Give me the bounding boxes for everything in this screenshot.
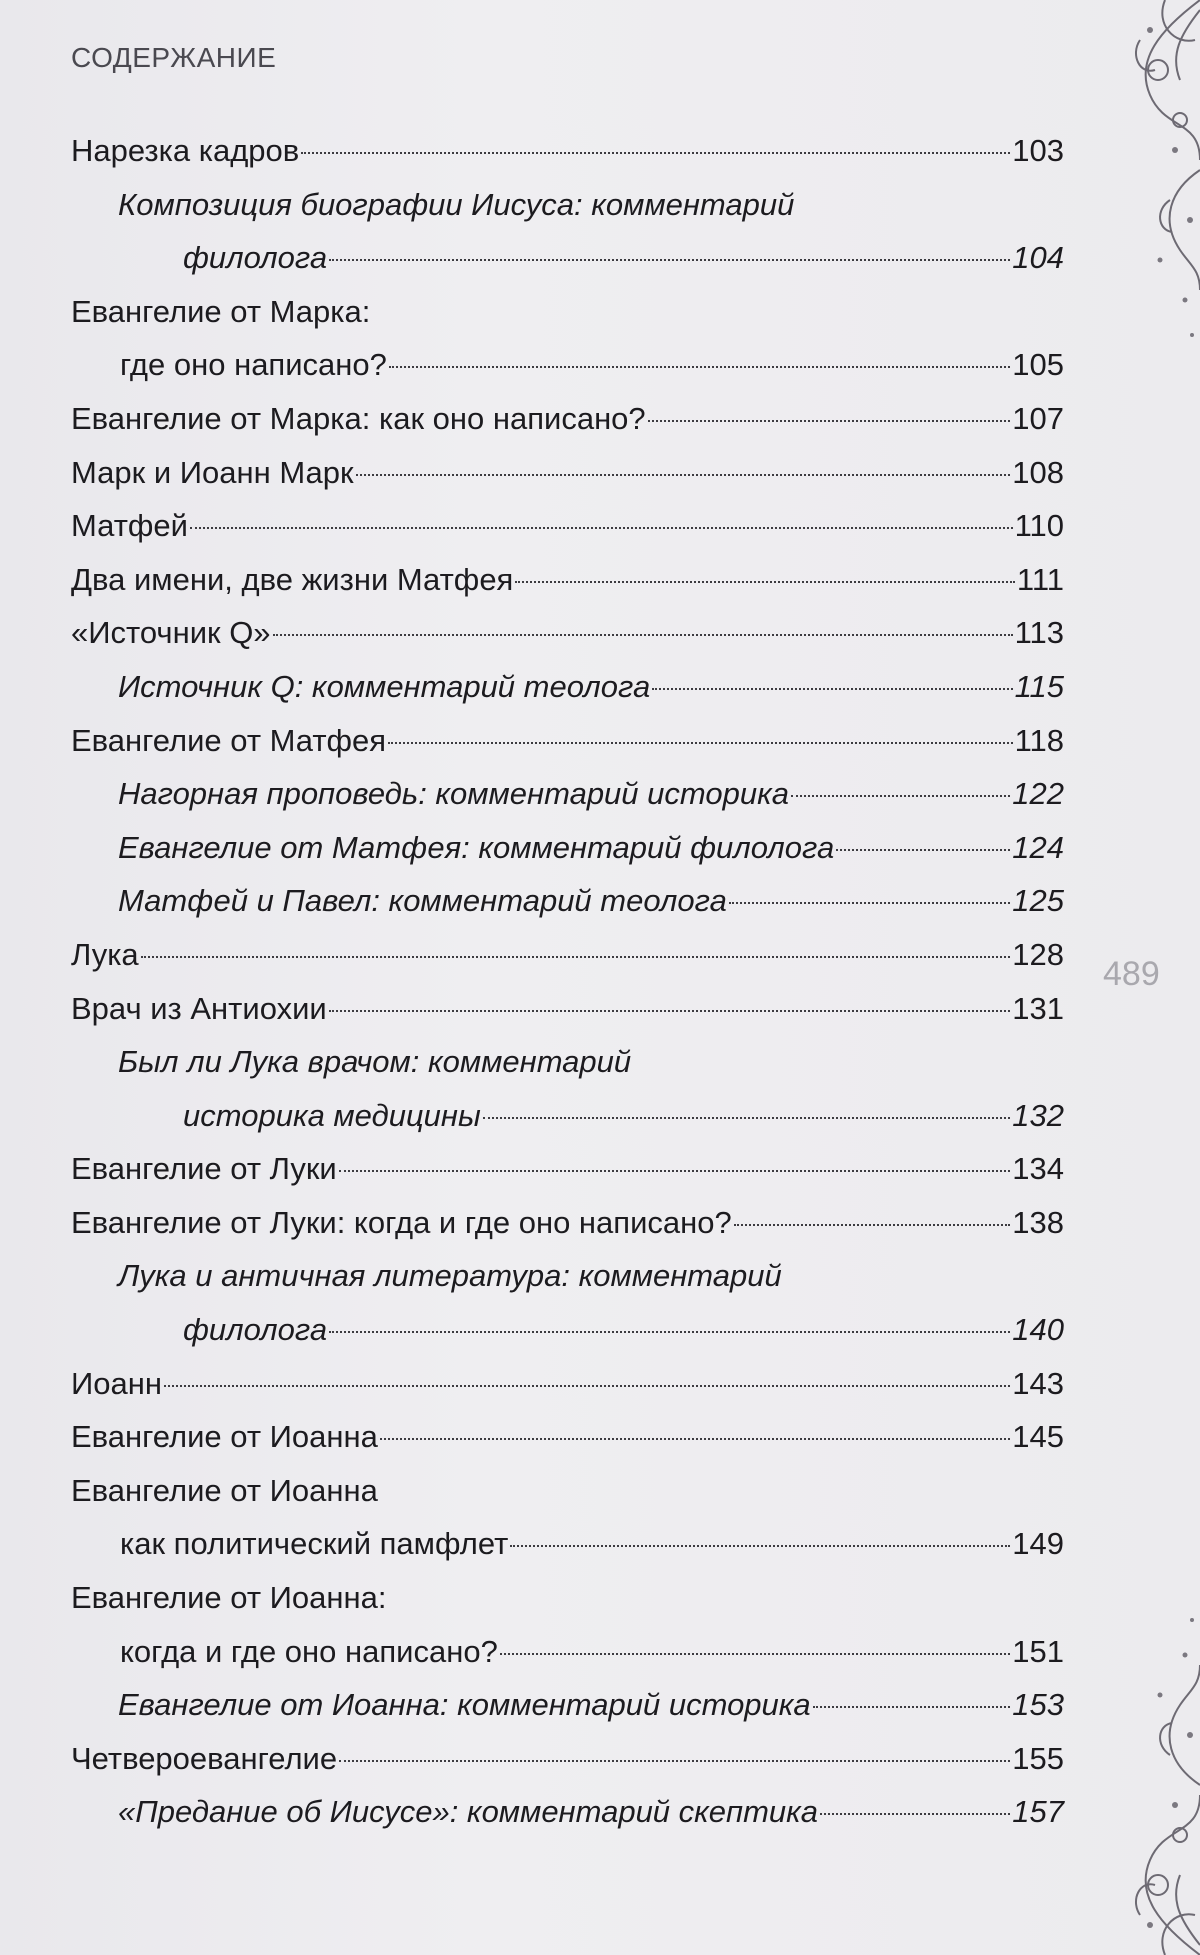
toc-entry-title: филолога <box>183 240 328 276</box>
toc-entry <box>71 1571 1064 1678</box>
toc-page-number: 105 <box>1012 347 1064 383</box>
toc-entry-title: Источник Q: комментарий теолога <box>118 668 651 704</box>
toc-page-number: 118 <box>1014 722 1064 758</box>
toc-entry-title: Врач из Антиохии <box>71 990 327 1026</box>
dot-leader <box>388 742 1012 744</box>
dot-leader <box>329 1010 1011 1012</box>
toc-page-number: 155 <box>1012 1740 1064 1776</box>
toc-page-number: 125 <box>1012 883 1064 919</box>
toc-entry <box>71 1196 1064 1250</box>
dot-leader <box>510 1545 1010 1547</box>
toc-entry-title: Два имени, две жизни Матфея <box>71 561 514 597</box>
toc-entry <box>71 874 1064 928</box>
dot-leader <box>339 1760 1010 1762</box>
table-of-contents <box>71 124 1064 1839</box>
toc-entry-title: Матфей <box>71 508 188 544</box>
toc-entry-title: филолога <box>183 1312 328 1348</box>
toc-entry-title: Нагорная проповедь: комментарий историка <box>118 776 789 812</box>
toc-entry-title: Был ли Лука врачом: комментарий <box>118 1044 632 1080</box>
toc-entry-title: Иоанн <box>71 1365 163 1401</box>
toc-page-number: 151 <box>1012 1633 1064 1669</box>
toc-entry <box>71 285 1064 392</box>
toc-entry <box>71 1785 1064 1839</box>
toc-page-number: 140 <box>1012 1312 1064 1348</box>
dot-leader <box>734 1224 1011 1226</box>
dot-leader <box>652 688 1012 690</box>
toc-entry <box>71 1678 1064 1732</box>
toc-entry-title: Евангелие от Иоанна: <box>71 1580 387 1616</box>
toc-page-number: 149 <box>1012 1526 1064 1562</box>
toc-entry-title: «Предание об Иисусе»: комментарий скептика <box>118 1794 819 1830</box>
toc-entry <box>71 767 1064 821</box>
toc-entry <box>71 392 1064 446</box>
toc-entry-title: Четвероевангелие <box>71 1740 338 1776</box>
toc-entry <box>71 660 1064 714</box>
toc-entry-title: где оно написано? <box>120 347 387 383</box>
toc-entry <box>71 124 1064 178</box>
toc-page-number: 111 <box>1016 561 1064 597</box>
floral-ornament-top-icon <box>1040 0 1200 360</box>
toc-entry-title: Матфей и Павел: комментарий теолога <box>118 883 727 919</box>
toc-entry-title: историка медицины <box>183 1097 481 1133</box>
dot-leader <box>515 581 1015 583</box>
toc-page-number: 157 <box>1012 1794 1064 1830</box>
toc-page-number: 104 <box>1012 240 1064 276</box>
dot-leader <box>380 1438 1010 1440</box>
toc-entry <box>71 1249 1064 1356</box>
toc-entry <box>71 446 1064 500</box>
toc-page-number: 110 <box>1014 508 1064 544</box>
toc-page-number: 107 <box>1012 400 1064 436</box>
toc-entry <box>71 1357 1064 1411</box>
toc-page-number: 115 <box>1014 668 1064 704</box>
toc-entry-title: Евангелие от Марка: <box>71 293 371 329</box>
toc-entry <box>71 1732 1064 1786</box>
dot-leader <box>356 474 1011 476</box>
dot-leader <box>273 634 1013 636</box>
dot-leader <box>339 1170 1011 1172</box>
dot-leader <box>648 420 1011 422</box>
toc-entry <box>71 178 1064 285</box>
toc-page-number: 132 <box>1012 1097 1064 1133</box>
toc-entry-title: Нарезка кадров <box>71 133 300 168</box>
dot-leader <box>836 849 1010 851</box>
floral-ornament-bottom-icon <box>1040 1595 1200 1955</box>
dot-leader <box>483 1117 1010 1119</box>
toc-entry-title: Евангелие от Иоанна <box>71 1419 378 1455</box>
toc-entry <box>71 499 1064 553</box>
toc-entry <box>71 553 1064 607</box>
toc-page-number: 145 <box>1012 1419 1064 1455</box>
toc-entry-title: Марк и Иоанн Марк <box>71 454 354 490</box>
toc-page-number: 138 <box>1012 1204 1064 1240</box>
toc-entry-title: как политический памфлет <box>120 1526 509 1562</box>
toc-entry-title: Евангелие от Матфея: комментарий филолога <box>118 829 835 865</box>
toc-entry-title: Композиция биографии Иисуса: комментарий <box>118 186 795 222</box>
toc-entry <box>71 1410 1064 1464</box>
toc-entry <box>71 1035 1064 1142</box>
toc-entry <box>71 821 1064 875</box>
dot-leader <box>329 259 1010 261</box>
dot-leader <box>791 795 1010 797</box>
dot-leader <box>820 1813 1010 1815</box>
toc-entry <box>71 606 1064 660</box>
running-header: СОДЕРЖАНИЕ <box>71 42 277 73</box>
dot-leader <box>141 956 1011 958</box>
toc-entry-title: Лука и античная литература: комментарий <box>118 1258 782 1294</box>
toc-page-number: 103 <box>1012 133 1064 168</box>
toc-page-number: 122 <box>1012 776 1064 812</box>
toc-entry-title: Евангелие от Иоанна <box>71 1472 378 1508</box>
toc-page-number: 134 <box>1012 1151 1064 1187</box>
dot-leader <box>500 1653 1010 1655</box>
toc-entry <box>71 982 1064 1036</box>
toc-entry-title: Евангелие от Луки: когда и где оно написано? <box>71 1204 732 1240</box>
dot-leader <box>329 1331 1010 1333</box>
page-number: 489 <box>1103 955 1160 993</box>
toc-entry <box>71 1142 1064 1196</box>
toc-page-number: 131 <box>1012 990 1064 1026</box>
toc-entry <box>71 714 1064 768</box>
toc-page-number: 113 <box>1014 615 1064 651</box>
toc-page-number: 153 <box>1012 1687 1064 1723</box>
toc-entry-title: Евангелие от Иоанна: комментарий историка <box>118 1687 811 1723</box>
toc-page-number: 143 <box>1012 1365 1064 1401</box>
dot-leader <box>389 366 1010 368</box>
toc-entry-title: когда и где оно написано? <box>120 1633 498 1669</box>
dot-leader <box>729 902 1010 904</box>
toc-entry-title: Евангелие от Луки <box>71 1151 337 1187</box>
toc-page-number: 124 <box>1012 829 1064 865</box>
dot-leader <box>190 527 1013 529</box>
toc-entry <box>71 1464 1064 1571</box>
toc-entry-title: Лука <box>71 936 139 972</box>
toc-entry-title: Евангелие от Марка: как оно написано? <box>71 400 646 436</box>
toc-page-number: 108 <box>1012 454 1064 490</box>
dot-leader <box>164 1385 1010 1387</box>
dot-leader <box>813 1706 1011 1708</box>
toc-entry <box>71 928 1064 982</box>
toc-page-number: 128 <box>1012 936 1064 972</box>
toc-entry-title: «Источник Q» <box>71 615 271 651</box>
dot-leader <box>301 152 1010 154</box>
toc-entry-title: Евангелие от Матфея <box>71 722 387 758</box>
